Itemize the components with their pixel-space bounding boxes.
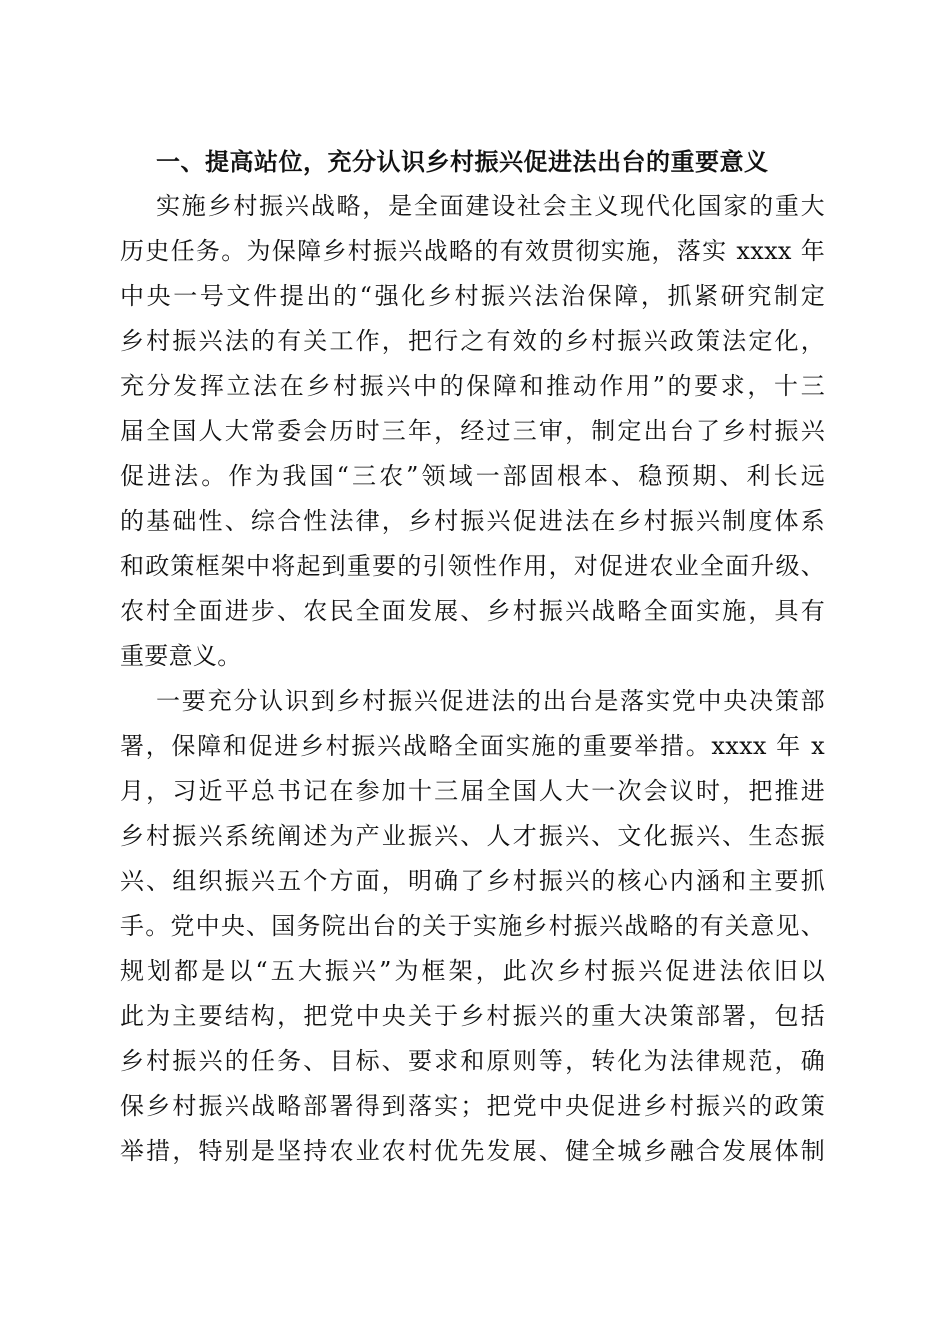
- text-line: 届全国人大常委会历时三年，经过三审，制定出台了乡村振兴: [120, 417, 825, 445]
- text-line: 月，习近平总书记在参加十三届全国人大一次会议时，把推进: [120, 777, 825, 805]
- text-line: 重要意义。: [120, 642, 242, 670]
- text-line: 手。党中央、国务院出台的关于实施乡村振兴战略的有关意见、: [120, 912, 825, 940]
- document-body: [120, 140, 825, 1174]
- text-line: 乡村振兴的任务、目标、要求和原则等，转化为法律规范，确: [120, 1047, 825, 1075]
- text-line: 署，保障和促进乡村振兴战略全面实施的重要举措。xxxx 年 x: [120, 732, 825, 760]
- paragraph-1: [120, 184, 825, 679]
- text-line: 此为主要结构，把党中央关于乡村振兴的重大决策部署，包括: [120, 1002, 825, 1030]
- text-line: 实施乡村振兴战略，是全面建设社会主义现代化国家的重大: [156, 192, 825, 220]
- text-line: 保乡村振兴战略部署得到落实；把党中央促进乡村振兴的政策: [120, 1092, 825, 1120]
- text-line: 一要充分认识到乡村振兴促进法的出台是落实党中央决策部: [156, 687, 825, 715]
- text-line: 中央一号文件提出的“强化乡村振兴法治保障，抓紧研究制定: [120, 282, 825, 310]
- text-line: 的基础性、综合性法律，乡村振兴促进法在乡村振兴制度体系: [120, 507, 825, 535]
- text-line: 兴、组织振兴五个方面，明确了乡村振兴的核心内涵和主要抓: [120, 867, 825, 895]
- text-line: 促进法。作为我国“三农”领域一部固根本、稳预期、利长远: [120, 462, 825, 490]
- paragraph-2: [120, 679, 825, 1174]
- text-line: 和政策框架中将起到重要的引领性作用，对促进农业全面升级、: [120, 552, 825, 580]
- text-line: 充分发挥立法在乡村振兴中的保障和推动作用”的要求，十三: [120, 372, 825, 400]
- text-line: 乡村振兴系统阐述为产业振兴、人才振兴、文化振兴、生态振: [120, 822, 825, 850]
- text-line: 历史任务。为保障乡村振兴战略的有效贯彻实施，落实 xxxx 年: [120, 237, 825, 265]
- text-line: 乡村振兴法的有关工作，把行之有效的乡村振兴政策法定化，: [120, 327, 825, 355]
- text-line: 举措，特别是坚持农业农村优先发展、健全城乡融合发展体制: [120, 1137, 825, 1165]
- section-heading: 一、提高站位，充分认识乡村振兴促进法出台的重要意义: [156, 148, 769, 176]
- text-line: 农村全面进步、农民全面发展、乡村振兴战略全面实施，具有: [120, 597, 825, 625]
- text-line: 规划都是以“五大振兴”为框架，此次乡村振兴促进法依旧以: [120, 957, 825, 985]
